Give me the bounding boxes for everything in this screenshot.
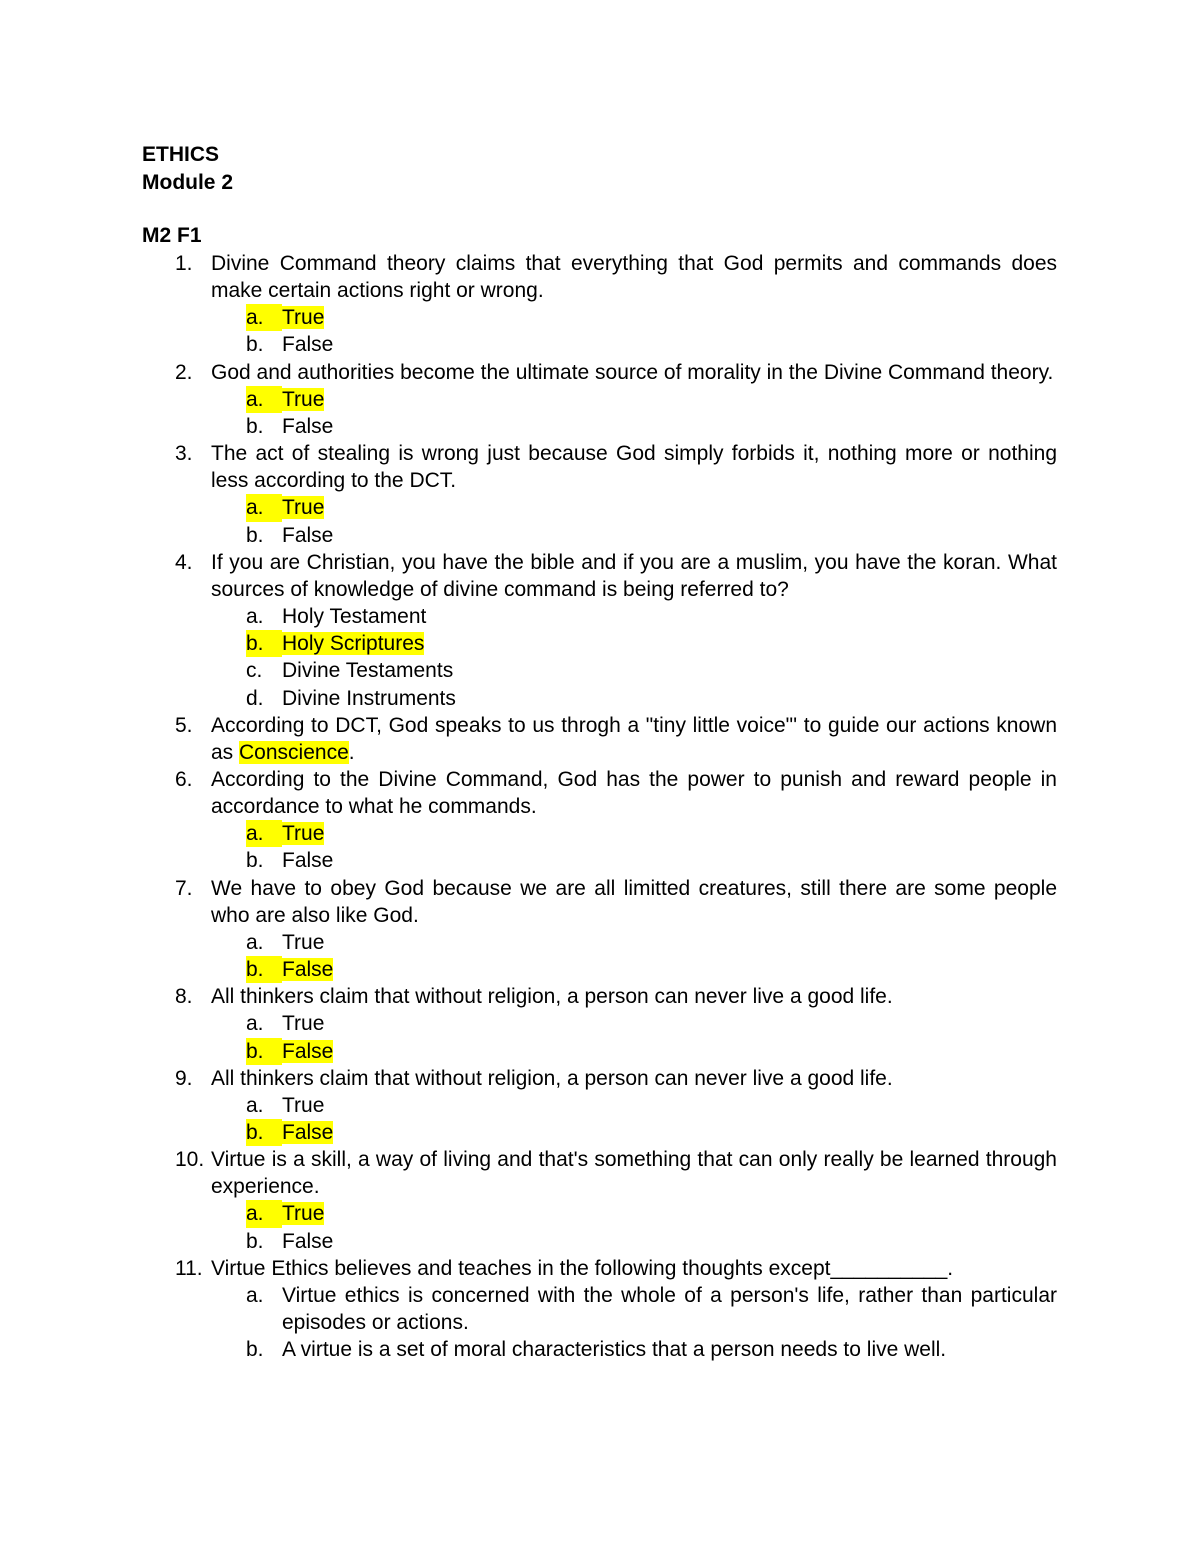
answer-option	[0, 331, 1200, 358]
question-number: 7.	[175, 876, 193, 900]
answer-option	[0, 1228, 1200, 1255]
question-list	[0, 250, 1200, 1363]
answer-option-correct	[0, 630, 1200, 657]
question-number: 4.	[175, 550, 193, 574]
question-text: According to the Divine Command, God has the power to punish and reward people in accordance to what he commands.	[211, 767, 1057, 819]
option-text: True	[282, 496, 325, 520]
question-item	[0, 549, 1200, 603]
answer-option	[0, 603, 1200, 630]
section-label: M2 F1	[142, 224, 202, 247]
option-letter: b.	[246, 630, 282, 657]
answer-option-correct	[0, 1119, 1200, 1146]
option-text: False	[282, 958, 334, 982]
question-number: 9.	[175, 1066, 193, 1090]
option-letter: a.	[246, 605, 264, 629]
option-text: True	[282, 306, 325, 330]
option-text: False	[282, 333, 334, 357]
option-text: False	[282, 523, 334, 547]
option-letter: b.	[246, 333, 264, 357]
option-letter: b.	[246, 1119, 282, 1146]
answer-option	[0, 685, 1200, 712]
question-text: We have to obey God because we are all limitted creatures, still there are some people who are also like God.	[211, 876, 1057, 927]
option-letter: c.	[246, 659, 263, 683]
question-item	[0, 1255, 1200, 1282]
answer-option-correct	[0, 1200, 1200, 1227]
option-letter: a.	[246, 304, 282, 331]
document-title: ETHICS	[142, 143, 220, 166]
answer-option	[0, 413, 1200, 440]
question-number: 2.	[175, 360, 193, 384]
question-item	[0, 875, 1200, 929]
question-number: 11.	[175, 1256, 203, 1280]
option-letter: a.	[246, 1200, 282, 1227]
option-letter: b.	[246, 523, 264, 547]
option-letter: b.	[246, 956, 282, 983]
answer-option	[0, 929, 1200, 956]
option-letter: a.	[246, 386, 282, 413]
option-text: True	[282, 1012, 325, 1036]
option-text: Divine Testaments	[282, 659, 454, 683]
question-text: All thinkers claim that without religion, a person can never live a good life.	[211, 1066, 893, 1090]
question-text: If you are Christian, you have the bible and if you are a muslim, you have the koran. What sources of knowledge of divine command is being referred to?	[211, 550, 1057, 601]
answer-option	[0, 1092, 1200, 1119]
option-text: False	[282, 849, 334, 873]
question-text: Virtue Ethics believes and teaches in the following thoughts except__________.	[211, 1256, 954, 1280]
question-item	[0, 766, 1200, 820]
answer-option-correct	[0, 820, 1200, 847]
question-item	[0, 440, 1200, 494]
question-item	[0, 712, 1200, 766]
question-text: Virtue is a skill, a way of living and that's something that can only really be learned through experience.	[211, 1148, 1057, 1199]
option-text: Virtue ethics is concerned with the whole of a person's life, rather than particular episodes or actions.	[282, 1283, 1057, 1335]
answer-option-correct	[0, 386, 1200, 413]
option-text: Holy Scriptures	[282, 632, 425, 656]
option-letter: b.	[246, 414, 264, 438]
option-text: False	[282, 1229, 334, 1253]
option-letter: a.	[246, 930, 264, 954]
answer-option	[0, 657, 1200, 684]
question-item	[0, 359, 1200, 386]
question-text: Divine Command theory claims that everything that God permits and commands does make certain actions right or wrong.	[211, 252, 1057, 303]
question-item	[0, 250, 1200, 304]
question-item	[0, 1065, 1200, 1092]
option-letter: b.	[246, 849, 264, 873]
option-text: True	[282, 822, 325, 846]
question-text: The act of stealing is wrong just because God simply forbids it, nothing more or nothing less according to the DCT.	[211, 442, 1057, 493]
inline-answer: Conscience	[239, 740, 349, 764]
answer-option	[0, 1282, 1200, 1336]
question-number: 8.	[175, 985, 193, 1009]
question-number: 10.	[175, 1148, 205, 1172]
question-number: 1.	[175, 252, 193, 275]
option-text: True	[282, 1202, 325, 1226]
option-letter: a.	[246, 820, 282, 847]
answer-option	[0, 1010, 1200, 1037]
option-text: False	[282, 414, 334, 438]
question-number: 3.	[175, 442, 193, 466]
question-number: 6.	[175, 767, 193, 791]
option-letter: b.	[246, 1229, 264, 1253]
question-item	[0, 983, 1200, 1010]
answer-option	[0, 522, 1200, 549]
question-text: God and authorities become the ultimate source of morality in the Divine Command theory.	[211, 360, 1054, 384]
document-header	[142, 141, 233, 197]
question-item	[0, 1146, 1200, 1200]
option-text: False	[282, 1121, 334, 1144]
option-text: A virtue is a set of moral characteristics that a person needs to live well.	[282, 1338, 947, 1362]
option-text: True	[282, 1093, 325, 1117]
option-text: Divine Instruments	[282, 686, 456, 710]
option-letter: a.	[246, 1093, 264, 1117]
option-letter: a.	[246, 494, 282, 521]
option-letter: a.	[246, 1283, 264, 1307]
answer-option-correct	[0, 956, 1200, 983]
question-text-after: .	[348, 740, 355, 764]
option-text: True	[282, 930, 325, 954]
option-text: Holy Testament	[282, 605, 427, 629]
question-text	[211, 712, 1057, 766]
question-number: 5.	[175, 713, 193, 737]
option-letter: b.	[246, 1338, 264, 1362]
module-label: Module 2	[142, 171, 234, 194]
question-text: All thinkers claim that without religion, a person can never live a good life.	[211, 985, 893, 1009]
answer-option	[0, 847, 1200, 874]
answer-option-correct	[0, 304, 1200, 331]
question-text-before: According to DCT, God speaks to us throgh a "tiny little voice"' to guide our actions known as	[211, 713, 1057, 764]
option-letter: a.	[246, 1012, 264, 1036]
option-text: False	[282, 1039, 334, 1063]
answer-option-correct	[0, 1038, 1200, 1065]
option-text: True	[282, 387, 325, 411]
option-letter: b.	[246, 1038, 282, 1065]
option-letter: d.	[246, 686, 264, 710]
answer-option	[0, 1336, 1200, 1363]
answer-option-correct	[0, 494, 1200, 521]
